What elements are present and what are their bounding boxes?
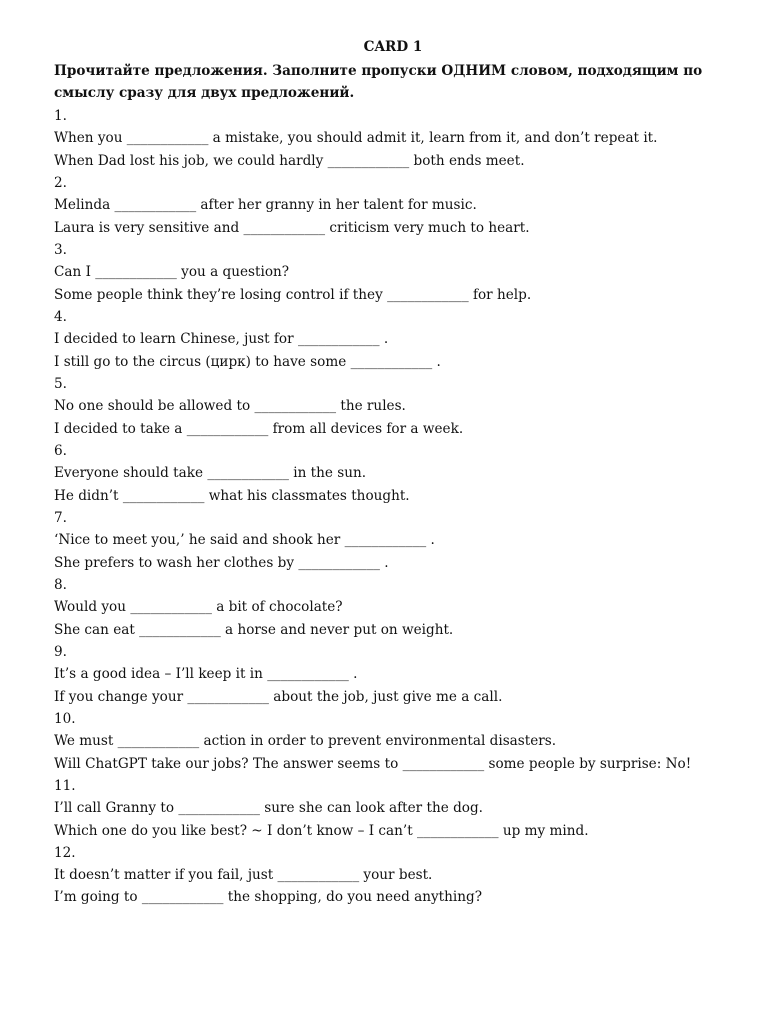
sentence-text-after: up my mind. <box>498 822 589 839</box>
answer-blank[interactable]: ____________ <box>327 152 410 169</box>
sentence-1 <box>54 328 754 350</box>
item-number: 7. <box>54 509 67 526</box>
sentence-text-before: It’s a good idea – I’ll keep it in <box>54 666 268 683</box>
sentence-text-after: . <box>379 331 389 348</box>
sentence-1 <box>54 462 754 484</box>
sentence-text-after: action in order to prevent environmental disasters. <box>199 733 557 750</box>
sentence-2 <box>54 820 754 842</box>
sentence-1 <box>54 529 754 551</box>
answer-blank[interactable]: ____________ <box>387 286 469 303</box>
exercise-list <box>54 105 754 909</box>
sentence-text-before: I’ll call Granny to <box>54 800 179 817</box>
sentence-text-before: No one should be allowed to <box>54 398 255 415</box>
answer-blank[interactable]: ____________ <box>139 621 221 638</box>
answer-blank[interactable]: ____________ <box>186 420 269 437</box>
sentence-2 <box>54 886 754 908</box>
answer-blank[interactable]: ____________ <box>344 532 427 549</box>
sentence-text-after: some people by surprise: No! <box>484 755 692 772</box>
sentence-text-before: He didn’t <box>54 487 123 504</box>
sentence-2 <box>54 552 754 574</box>
answer-blank[interactable]: ____________ <box>95 264 177 281</box>
sentence-2 <box>54 150 754 172</box>
sentence-text-after: both ends meet. <box>409 152 525 169</box>
sentence-text-before: When you <box>54 130 127 147</box>
sentence-text-before: We must <box>54 733 118 750</box>
sentence-1 <box>54 395 754 417</box>
sentence-text-after: the shopping, do you need anything? <box>223 889 482 906</box>
item-number: 3. <box>54 241 67 258</box>
sentence-2 <box>54 418 754 440</box>
answer-blank[interactable]: ____________ <box>207 465 289 482</box>
sentence-text-after: . <box>432 353 441 370</box>
sentence-text-before: If you change your <box>54 688 188 705</box>
item-number: 10. <box>54 710 76 727</box>
answer-blank[interactable]: ____________ <box>114 197 197 214</box>
sentence-text-after: in the sun. <box>288 465 367 482</box>
answer-blank[interactable]: ____________ <box>126 130 209 147</box>
sentence-text-after: . <box>348 666 358 683</box>
sentence-text-after: you a question? <box>176 264 290 281</box>
instruction-text: Прочитайте предложения. Заполните пропуски ОДНИМ словом, подходящим по смыслу сразу для двух предложений. <box>54 63 703 101</box>
sentence-2 <box>54 217 754 239</box>
answer-blank[interactable]: ____________ <box>141 889 224 906</box>
sentence-2 <box>54 284 754 306</box>
sentence-1 <box>54 194 754 216</box>
answer-blank[interactable]: ____________ <box>350 353 433 370</box>
sentence-text-after: . <box>379 554 389 571</box>
sentence-2 <box>54 753 754 775</box>
answer-blank[interactable]: ____________ <box>267 666 349 683</box>
sentence-text-before: Will ChatGPT take our jobs? The answer seems to <box>54 755 403 772</box>
item-number: 8. <box>54 576 67 593</box>
item-number: 6. <box>54 442 67 459</box>
sentence-1 <box>54 596 754 618</box>
sentence-2 <box>54 351 754 373</box>
answer-blank[interactable]: ____________ <box>117 733 200 750</box>
sentence-text-after: the rules. <box>336 398 406 415</box>
sentence-text-before: Laura is very sensitive and <box>54 219 244 236</box>
sentence-1 <box>54 261 754 283</box>
card-title: CARD 1 <box>363 39 423 55</box>
sentence-text-before: Everyone should take <box>54 465 208 482</box>
answer-blank[interactable]: ____________ <box>178 800 260 817</box>
answer-blank[interactable]: ____________ <box>243 219 326 236</box>
sentence-text-after: a mistake, you should admit it, learn from it, and don’t repeat it. <box>208 130 658 147</box>
sentence-text-before: I decided to take a <box>54 420 187 437</box>
sentence-1 <box>54 797 754 819</box>
answer-blank[interactable]: ____________ <box>187 688 269 705</box>
item-number: 9. <box>54 643 67 660</box>
sentence-text-after: a horse and never put on weight. <box>220 621 454 638</box>
item-number: 11. <box>54 777 76 794</box>
item-number: 1. <box>54 108 67 124</box>
sentence-2 <box>54 619 754 641</box>
answer-blank[interactable]: ____________ <box>254 398 337 415</box>
sentence-1 <box>54 663 754 685</box>
answer-blank[interactable]: ____________ <box>122 487 205 504</box>
sentence-text-after: from all devices for a week. <box>268 420 464 437</box>
answer-blank[interactable]: ____________ <box>416 822 499 839</box>
sentence-text-after: a bit of chocolate? <box>211 599 343 616</box>
sentence-text-before: Would you <box>54 599 131 616</box>
item-number: 2. <box>54 174 67 191</box>
sentence-text-before: I still go to the circus (цирк) to have some <box>54 353 351 370</box>
answer-blank[interactable]: ____________ <box>297 331 380 348</box>
sentence-text-before: Can I <box>54 264 96 281</box>
sentence-text-before: She can eat <box>54 621 140 638</box>
sentence-text-before: I’m going to <box>54 889 142 906</box>
sentence-2 <box>54 686 754 708</box>
sentence-text-after: criticism very much to heart. <box>325 219 530 236</box>
sentence-text-before: I decided to learn Chinese, just for <box>54 331 298 348</box>
answer-blank[interactable]: ____________ <box>130 599 212 616</box>
answer-blank[interactable]: ____________ <box>402 755 485 772</box>
sentence-text-before: Melinda <box>54 197 115 214</box>
sentence-text-after: about the job, just give me a call. <box>268 688 503 705</box>
answer-blank[interactable]: ____________ <box>277 867 360 884</box>
answer-blank[interactable]: ____________ <box>298 554 380 571</box>
sentence-1 <box>54 127 754 149</box>
sentence-text-before: Some people think they’re losing control if they <box>54 286 388 303</box>
sentence-text-before: She prefers to wash her clothes by <box>54 554 299 571</box>
sentence-text-before: It doesn’t matter if you fail, just <box>54 867 278 884</box>
sentence-text-after: your best. <box>359 867 433 884</box>
sentence-text-before: When Dad lost his job, we could hardly <box>54 152 328 169</box>
sentence-text-after: sure she can look after the dog. <box>259 800 483 817</box>
sentence-text-after: after her granny in her talent for music. <box>196 197 477 214</box>
sentence-2 <box>54 485 754 507</box>
item-number: 5. <box>54 375 67 392</box>
sentence-text-after: . <box>426 532 435 549</box>
sentence-1 <box>54 864 754 886</box>
sentence-text-after: what his classmates thought. <box>204 487 410 504</box>
sentence-text-before: Which one do you like best? ~ I don’t know – I can’t <box>54 822 417 839</box>
sentence-text-before: ‘Nice to meet you,’ he said and shook her <box>54 532 345 549</box>
item-number: 4. <box>54 308 67 325</box>
item-number: 12. <box>54 844 76 861</box>
sentence-text-after: for help. <box>468 286 532 303</box>
sentence-1 <box>54 730 754 752</box>
